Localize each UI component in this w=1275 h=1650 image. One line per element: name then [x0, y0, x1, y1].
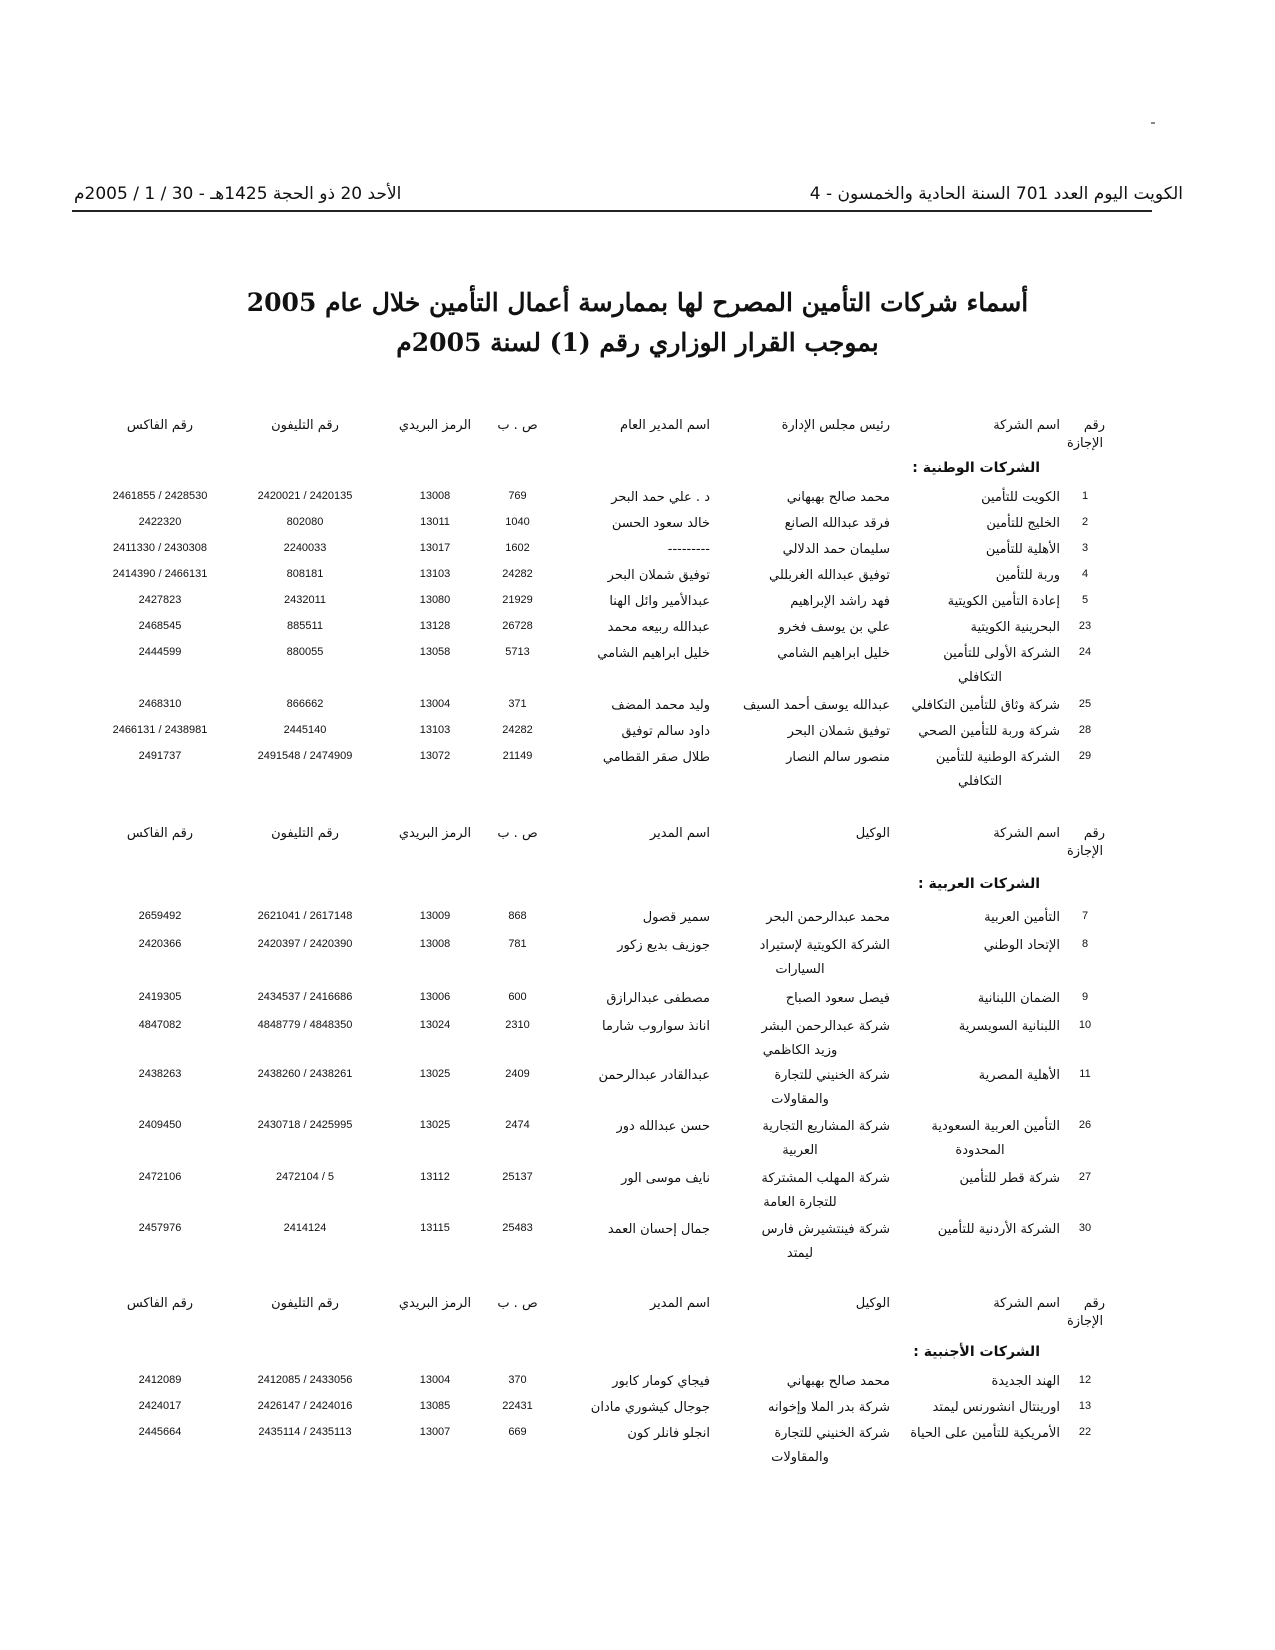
cell-comp-continued: التكافلي [958, 670, 1002, 685]
postal-code-column-header: الرمز البريدي [398, 826, 472, 841]
table-header [70, 826, 1190, 859]
cell-fax: 2445664 [138, 1426, 182, 1438]
table-row [70, 724, 1190, 748]
cell-post: 13025 [419, 1068, 451, 1080]
cell-chair: توفيق عبدالله الغربللي [768, 568, 890, 583]
cell-lic: 30 [1078, 1222, 1092, 1234]
cell-chair: محمد عبدالرحمن البحر [766, 910, 890, 925]
section-label: الشركات الوطنية : [912, 460, 1040, 476]
postal-code-column-header: الرمز البريدي [398, 1296, 472, 1311]
cell-post: 13058 [419, 646, 451, 658]
cell-chair: توفيق شملان البحر [787, 724, 890, 739]
cell-pob: 669 [508, 1426, 527, 1438]
cell-chair: منصور سالم النصار [786, 750, 890, 765]
license-column-header: رقم [1083, 826, 1105, 841]
cell-post: 13017 [419, 542, 451, 554]
cell-tel: 880055 [286, 646, 324, 658]
cell-post: 13004 [419, 1374, 451, 1386]
fax-column-header: رقم الفاكس [126, 418, 194, 433]
cell-fax: 2420366 [138, 938, 182, 950]
cell-chair: شركة بدر الملا وإخوانه [767, 1400, 890, 1415]
cell-fax: 2461855 / 2428530 [112, 490, 208, 502]
cell-post: 13024 [419, 1019, 451, 1031]
cell-chair: سليمان حمد الدلالي [782, 542, 890, 557]
license-column-header-line2: الإجازة [1066, 436, 1104, 451]
cell-fax: 2422320 [138, 516, 182, 528]
cell-comp: الأمريكية للتأمين على الحياة [910, 1426, 1060, 1441]
cell-chair: محمد صالح بهبهاني [786, 1374, 890, 1389]
cell-lic: 4 [1081, 568, 1089, 580]
cell-mgr: مصطفى عبدالرازق [606, 991, 710, 1006]
table-header [70, 418, 1190, 451]
table-row [70, 490, 1190, 514]
phone-column-header: رقم التليفون [271, 418, 339, 433]
cell-lic: 1 [1081, 490, 1089, 502]
cell-chair-continued: للتجارة العامة [763, 1195, 837, 1210]
header-issue-info: الكويت اليوم العدد 701 السنة الحادية والخمسون - 4 [809, 184, 1183, 204]
table-row [70, 910, 1190, 934]
cell-mgr: فيجاي كومار كابور [612, 1374, 710, 1389]
cell-lic: 22 [1078, 1426, 1092, 1438]
cell-fax: 2457976 [138, 1222, 182, 1234]
cell-tel: 2420021 / 2420135 [257, 490, 353, 502]
cell-comp: اورينتال انشورنس ليمتد [932, 1400, 1060, 1415]
cell-comp: الأهلية المصرية [978, 1068, 1060, 1083]
cell-lic: 10 [1078, 1019, 1092, 1031]
table-row [70, 1119, 1190, 1158]
cell-mgr: جوجال كيشوري مادان [590, 1400, 710, 1415]
license-column-header-line2: الإجازة [1066, 1314, 1104, 1329]
table-row [70, 1426, 1190, 1465]
cell-chair-continued: العربية [782, 1143, 818, 1158]
cell-pob: 24282 [502, 568, 533, 580]
cell-fax: 2427823 [138, 594, 182, 606]
cell-pob: 371 [508, 698, 527, 710]
cell-pob: 2409 [505, 1068, 530, 1080]
cell-comp: الشركة الأردنية للتأمين [937, 1222, 1060, 1237]
cell-fax: 2412089 [138, 1374, 182, 1386]
chairman-column-header: الوكيل [855, 826, 890, 841]
cell-tel: 866662 [286, 698, 324, 710]
table-row [70, 568, 1190, 592]
cell-post: 13008 [419, 490, 451, 502]
cell-pob: 25483 [502, 1222, 533, 1234]
cell-fax: 2468310 [138, 698, 182, 710]
table-row [70, 620, 1190, 644]
cell-chair: محمد صالح بهبهاني [786, 490, 890, 505]
cell-chair-continued: والمقاولات [771, 1450, 829, 1465]
section-label: الشركات العربية : [918, 876, 1040, 892]
cell-tel: 885511 [287, 620, 323, 632]
cell-mgr: --------- [667, 542, 710, 557]
cell-comp: الخليج للتأمين [986, 516, 1060, 531]
table-row [70, 646, 1190, 685]
foreign-companies-table [70, 1296, 1190, 1486]
cell-chair: شركة عبدالرحمن البشر [761, 1019, 890, 1034]
table-row [70, 750, 1190, 789]
fax-column-header: رقم الفاكس [126, 1296, 194, 1311]
cell-pob: 1040 [505, 516, 530, 528]
cell-chair: الشركة الكويتية لإستيراد [759, 938, 890, 953]
cell-chair: شركة المهلب المشتركة [761, 1171, 890, 1186]
cell-tel: 2426147 / 2424016 [257, 1400, 353, 1412]
cell-post: 13128 [419, 620, 451, 632]
cell-lic: 23 [1078, 620, 1092, 632]
table-row [70, 516, 1190, 540]
cell-mgr: عبدالله ربيعه محمد [607, 620, 710, 635]
cell-tel: 2432011 [283, 594, 326, 606]
cell-chair-continued: ليمتد [786, 1246, 814, 1261]
cell-lic: 2 [1081, 516, 1089, 528]
cell-tel: 2420397 / 2420390 [257, 938, 353, 950]
postal-code-column-header: الرمز البريدي [398, 418, 472, 433]
cell-fax: 2438263 [138, 1068, 182, 1080]
cell-comp: شركة وثاق للتأمين التكافلي [911, 698, 1060, 713]
po-box-column-header: ص . ب [497, 418, 538, 433]
cell-post: 13080 [419, 594, 451, 606]
cell-fax: 2466131 / 2438981 [112, 724, 208, 736]
cell-mgr: حسن عبدالله دور [616, 1119, 710, 1134]
cell-lic: 29 [1078, 750, 1092, 762]
cell-pob: 781 [508, 938, 527, 950]
cell-post: 13115 [420, 1222, 450, 1234]
page-subtitle: بموجب القرار الوزاري رقم (1) لسنة 2005م [396, 328, 879, 357]
cell-mgr: انانذ سواروب شارما [602, 1019, 710, 1034]
cell-mgr: انجلو فانلر كون [627, 1426, 710, 1441]
cell-pob: 21929 [502, 594, 533, 606]
cell-chair: علي بن يوسف فخرو [778, 620, 890, 635]
table-row [70, 1171, 1190, 1210]
cell-pob: 2310 [505, 1019, 530, 1031]
cell-lic: 25 [1078, 698, 1092, 710]
cell-comp: الإتحاد الوطني [983, 938, 1060, 953]
cell-fax: 2491737 [138, 750, 182, 762]
cell-tel: 2445140 [283, 724, 327, 736]
cell-comp: الشركة الوطنية للتأمين [935, 750, 1060, 765]
cell-chair: فرقد عبدالله الصانع [784, 516, 890, 531]
cell-chair: فهد راشد الإبراهيم [790, 594, 890, 609]
cell-tel: 2472104 / 5 [275, 1171, 335, 1183]
national-companies-table [70, 418, 1190, 808]
cell-mgr: خالد سعود الحسن [611, 516, 710, 531]
cell-post: 13007 [419, 1426, 451, 1438]
scan-mark [1151, 122, 1155, 124]
cell-pob: 2474 [505, 1119, 530, 1131]
header-divider [72, 210, 1152, 212]
cell-fax: 2424017 [138, 1400, 182, 1412]
cell-comp: الأهلية للتأمين [985, 542, 1060, 557]
cell-comp: الكويت للتأمين [981, 490, 1060, 505]
arab-companies-table [70, 826, 1190, 1286]
company-column-header: اسم الشركة [993, 418, 1060, 433]
cell-tel: 2438260 / 2438261 [257, 1068, 353, 1080]
cell-lic: 8 [1081, 938, 1089, 950]
cell-tel: 2412085 / 2433056 [257, 1374, 353, 1386]
cell-mgr: طلال صقر القطامي [602, 750, 710, 765]
cell-tel: 2491548 / 2474909 [257, 750, 353, 762]
table-row [70, 938, 1190, 977]
cell-tel: 2434537 / 2416686 [257, 991, 353, 1003]
cell-tel: 2240033 [283, 542, 327, 554]
cell-mgr: نايف موسى الور [621, 1171, 710, 1186]
cell-comp: التأمين العربية السعودية [931, 1119, 1060, 1134]
cell-post: 13009 [419, 910, 451, 922]
cell-lic: 11 [1079, 1068, 1091, 1080]
cell-tel: 2621041 / 2617148 [257, 910, 353, 922]
cell-chair: شركة فينتشيرش فارس [761, 1222, 890, 1237]
cell-tel: 808181 [286, 568, 324, 580]
cell-comp: الضمان اللبنانية [977, 991, 1060, 1006]
chairman-column-header: رئيس مجلس الإدارة [781, 418, 890, 433]
company-column-header: اسم الشركة [993, 1296, 1060, 1311]
cell-mgr: خليل ابراهيم الشامي [597, 646, 710, 661]
cell-lic: 7 [1081, 910, 1089, 922]
cell-pob: 26728 [502, 620, 533, 632]
company-column-header: اسم الشركة [993, 826, 1060, 841]
cell-chair-continued: وزيد الكاظمي [762, 1043, 838, 1058]
chairman-column-header: الوكيل [855, 1296, 890, 1311]
cell-chair: عبدالله يوسف أحمد السيف [743, 698, 890, 713]
cell-fax: 2409450 [138, 1119, 182, 1131]
cell-comp: الشركة الأولى للتأمين [943, 646, 1060, 661]
cell-lic: 27 [1078, 1171, 1092, 1183]
section-label: الشركات الأجنبية : [913, 1344, 1040, 1360]
cell-mgr: جمال إحسان العمد [607, 1222, 710, 1237]
cell-tel: 4848779 / 4848350 [257, 1019, 353, 1031]
cell-lic: 5 [1081, 594, 1089, 606]
cell-fax: 2444599 [138, 646, 182, 658]
cell-post: 13085 [419, 1400, 451, 1412]
cell-chair-continued: والمقاولات [771, 1092, 829, 1107]
table-row [70, 1400, 1190, 1424]
cell-tel: 2430718 / 2425995 [257, 1119, 353, 1131]
header-date: الأحد 20 ذو الحجة 1425هـ - 30 / 1 / 2005م [74, 184, 402, 204]
manager-column-header: اسم المدير [650, 1296, 710, 1311]
cell-comp: شركة قطر للتأمين [959, 1171, 1060, 1186]
cell-post: 13103 [419, 724, 451, 736]
cell-post: 13006 [419, 991, 451, 1003]
cell-lic: 12 [1078, 1374, 1092, 1386]
license-column-header: رقم [1083, 1296, 1105, 1311]
po-box-column-header: ص . ب [497, 826, 538, 841]
table-header [70, 1296, 1190, 1329]
table-row [70, 542, 1190, 566]
table-row [70, 991, 1190, 1015]
license-column-header-line2: الإجازة [1066, 844, 1104, 859]
phone-column-header: رقم التليفون [271, 1296, 339, 1311]
cell-fax: 2411330 / 2430308 [113, 542, 207, 554]
cell-post: 13004 [419, 698, 451, 710]
table-row [70, 698, 1190, 722]
page-title: أسماء شركات التأمين المصرح لها بممارسة أعمال التأمين خلال عام 2005 [246, 288, 1029, 317]
cell-mgr: وليد محمد المضف [611, 698, 710, 713]
cell-comp: اللبنانية السويسرية [958, 1019, 1060, 1034]
cell-fax: 2419305 [138, 991, 182, 1003]
cell-pob: 370 [508, 1374, 527, 1386]
cell-post: 13011 [420, 516, 450, 528]
cell-comp: التأمين العربية [984, 910, 1060, 925]
po-box-column-header: ص . ب [497, 1296, 538, 1311]
cell-comp: شركة وربة للتأمين الصحي [918, 724, 1060, 739]
cell-lic: 9 [1081, 991, 1089, 1003]
cell-comp: إعادة التأمين الكويتية [947, 594, 1060, 609]
manager-column-header: اسم المدير [650, 826, 710, 841]
cell-pob: 600 [508, 991, 527, 1003]
cell-mgr: سمير قصول [642, 910, 710, 925]
cell-lic: 28 [1078, 724, 1092, 736]
cell-lic: 26 [1078, 1119, 1092, 1131]
cell-post: 13103 [419, 568, 451, 580]
manager-column-header: اسم المدير العام [620, 418, 710, 433]
cell-fax: 2659492 [138, 910, 182, 922]
cell-chair-continued: السيارات [775, 962, 825, 977]
cell-mgr: توفيق شملان البحر [607, 568, 710, 583]
cell-post: 13025 [419, 1119, 451, 1131]
cell-fax: 2414390 / 2466131 [112, 568, 208, 580]
cell-comp: وربة للتأمين [995, 568, 1060, 583]
table-row [70, 1019, 1190, 1058]
cell-tel: 802080 [286, 516, 324, 528]
cell-pob: 769 [508, 490, 527, 502]
cell-mgr: جوزيف بديع زكور [617, 938, 710, 953]
cell-comp: الهند الجديدة [991, 1374, 1060, 1389]
cell-mgr: عبدالأمير وائل الهنا [609, 594, 710, 609]
license-column-header: رقم [1083, 418, 1105, 433]
fax-column-header: رقم الفاكس [126, 826, 194, 841]
cell-mgr: د . علي حمد البحر [611, 490, 710, 505]
cell-tel: 2435114 / 2435113 [258, 1426, 352, 1438]
cell-lic: 24 [1078, 646, 1092, 658]
cell-post: 13072 [419, 750, 451, 762]
phone-column-header: رقم التليفون [271, 826, 339, 841]
cell-chair: شركة المشاريع التجارية [762, 1119, 890, 1134]
cell-mgr: داود سالم توفيق [621, 724, 710, 739]
cell-comp-continued: التكافلي [958, 774, 1002, 789]
cell-lic: 13 [1078, 1400, 1092, 1412]
cell-pob: 25137 [502, 1171, 533, 1183]
cell-chair: فيصل سعود الصباح [785, 991, 890, 1006]
cell-comp-continued: المحدودة [955, 1143, 1005, 1158]
cell-fax: 4847082 [138, 1019, 182, 1031]
table-row [70, 1068, 1190, 1107]
cell-fax: 2468545 [138, 620, 182, 632]
table-row [70, 1222, 1190, 1261]
cell-pob: 21149 [502, 750, 533, 762]
cell-chair: شركة الخنيني للتجارة [774, 1426, 890, 1441]
cell-pob: 1602 [505, 542, 530, 554]
cell-lic: 3 [1081, 542, 1089, 554]
cell-post: 13008 [419, 938, 451, 950]
cell-tel: 2414124 [283, 1222, 327, 1234]
cell-pob: 22431 [502, 1400, 533, 1412]
cell-chair: خليل ابراهيم الشامي [777, 646, 890, 661]
cell-pob: 24282 [502, 724, 533, 736]
cell-pob: 5713 [505, 646, 530, 658]
table-row [70, 594, 1190, 618]
cell-pob: 868 [508, 910, 527, 922]
cell-mgr: عبدالقادر عبدالرحمن [598, 1068, 710, 1083]
cell-post: 13112 [420, 1171, 450, 1183]
cell-fax: 2472106 [138, 1171, 182, 1183]
cell-chair: شركة الخنيني للتجارة [774, 1068, 890, 1083]
cell-comp: البحرينية الكويتية [970, 620, 1060, 635]
table-row [70, 1374, 1190, 1398]
